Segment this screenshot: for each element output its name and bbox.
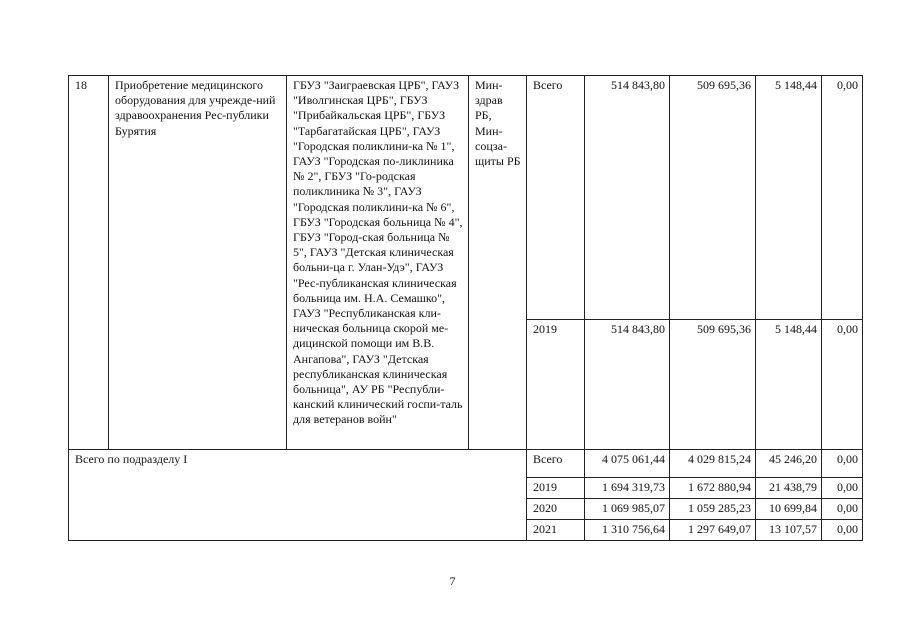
period-cell: 2020 (527, 499, 585, 520)
total-cell: 4 075 061,44 (585, 450, 670, 478)
amount-cell: 0,00 (822, 478, 863, 499)
period-cell: 2021 (527, 520, 585, 541)
subtotal-label: Всего по подразделу I (69, 450, 527, 541)
activity-name: Приобретение медицинского оборудования для учрежде-ний здравоохранения Рес-публики Бурятия (109, 76, 287, 450)
amount-cell: 4 029 815,24 (670, 450, 756, 478)
amount-cell: 509 695,36 (670, 320, 756, 450)
period-cell: Всего (527, 76, 585, 320)
executors-list: ГБУЗ "Заиграевская ЦРБ", ГАУЗ "Иволгинская ЦРБ", ГБУЗ "Прибайкальская ЦРБ", ГБУЗ "Тарбагатайская ЦРБ", ГАУЗ "Городская поликлини-ка № 1", ГАУЗ "Городская по-ликлиника № 2", ГБУЗ "Го-родская поликлиника № 3", ГАУЗ "Городская поликлини-ка № 6", ГБУЗ "Городская больница № 4", ГБУЗ "Город-ская больница № 5", ГАУЗ "Детская клиническая больни-ца г. Улан-Удэ", ГАУЗ "Рес-публиканская клиническая больница им. Н.А. Семашко", ГАУЗ "Республиканская кли-ническая больница скорой ме-дицинской помощи им В.В. Ангапова", ГАУЗ "Детская республиканская клиническая больница", АУ РБ "Республи-канский клинический госпи-таль для ветеранов войн" (287, 76, 469, 450)
amount-cell: 13 107,57 (756, 520, 822, 541)
table-row (69, 76, 863, 320)
table-row (69, 450, 863, 478)
total-cell: 514 843,80 (585, 320, 670, 450)
amount-cell: 0,00 (822, 76, 863, 320)
amount-cell: 0,00 (822, 499, 863, 520)
amount-cell: 0,00 (822, 520, 863, 541)
row-number: 18 (69, 76, 109, 450)
amount-cell: 5 148,44 (756, 76, 822, 320)
period-cell: 2019 (527, 478, 585, 499)
total-cell: 514 843,80 (585, 76, 670, 320)
amount-cell: 21 438,79 (756, 478, 822, 499)
responsible-ministry: Мин-здрав РБ, Мин-соцза-щиты РБ (469, 76, 527, 450)
total-cell: 1 310 756,64 (585, 520, 670, 541)
amount-cell: 509 695,36 (670, 76, 756, 320)
period-cell: 2019 (527, 320, 585, 450)
amount-cell: 0,00 (822, 450, 863, 478)
budget-table (68, 75, 863, 541)
period-cell: Всего (527, 450, 585, 478)
page-number: 7 (449, 574, 456, 588)
total-cell: 1 694 319,73 (585, 478, 670, 499)
amount-cell: 1 297 649,07 (670, 520, 756, 541)
amount-cell: 0,00 (822, 320, 863, 450)
amount-cell: 45 246,20 (756, 450, 822, 478)
total-cell: 1 069 985,07 (585, 499, 670, 520)
amount-cell: 5 148,44 (756, 320, 822, 450)
amount-cell: 1 672 880,94 (670, 478, 756, 499)
amount-cell: 1 059 285,23 (670, 499, 756, 520)
amount-cell: 10 699,84 (756, 499, 822, 520)
